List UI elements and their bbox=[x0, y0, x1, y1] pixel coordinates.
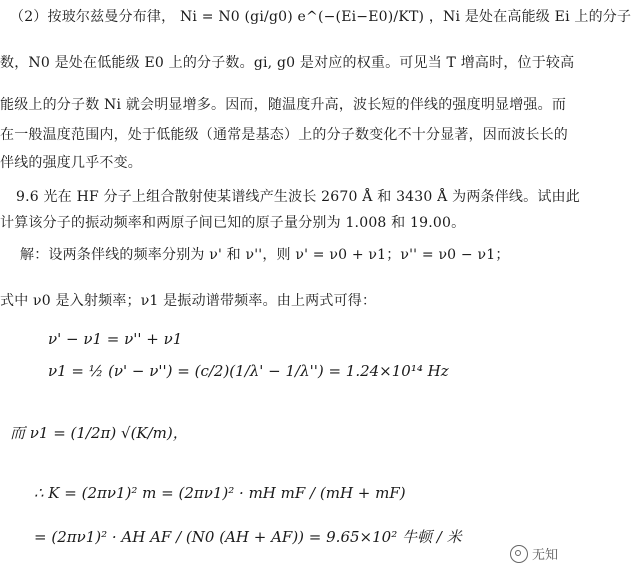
paragraph-3: 能级上的分子数 Ni 就会明显增多。因而，随温度升高，波长短的伴线的强度明显增强。而 bbox=[0, 97, 567, 113]
wechat-like-icon bbox=[510, 545, 528, 563]
equation-2: ν1 = ½ (ν' − ν'') = (c/2)(1/λ' − 1/λ'') = 1.24×10¹⁴ Hz bbox=[48, 362, 449, 380]
problem-statement-1: 9.6 光在 HF 分子上组合散射使某谱线产生波长 2670 Å 和 3430 Å 为两条伴线。试由此 bbox=[16, 189, 580, 205]
paragraph-5: 伴线的强度几乎不变。 bbox=[0, 155, 142, 171]
watermark bbox=[510, 544, 558, 563]
solution-definitions: 式中 ν0 是入射频率；ν1 是振动谱带频率。由上两式可得： bbox=[0, 293, 377, 309]
watermark-label: 无知 bbox=[531, 548, 558, 563]
problem-statement-2: 计算该分子的振动频率和两原子间已知的原子量分别为 1.008 和 19.00。 bbox=[0, 215, 466, 231]
paragraph-4: 在一般温度范围内，处于低能级（通常是基态）上的分子数变化不十分显著，因而波长长的 bbox=[0, 127, 568, 143]
equation-1: ν' − ν1 = ν'' + ν1 bbox=[48, 330, 183, 348]
equation-3: 而 ν1 = (1/2π) √(K/m)， bbox=[10, 424, 188, 442]
solution-intro: 解：设两条伴线的频率分别为 ν' 和 ν''，则 ν' = ν0 + ν1；ν'' = ν0 − ν1； bbox=[20, 247, 510, 263]
paragraph-2: 数，N0 是处在低能级 E0 上的分子数。gi, g0 是对应的权重。可见当 T 增高时，位于较高 bbox=[0, 55, 575, 71]
equation-5: = (2πν1)² · AH AF / (N0 (AH + AF)) = 9.65×10² 牛顿 / 米 bbox=[34, 528, 462, 546]
paragraph-1: （2）按玻尔兹曼分布律， Ni = N0 (gi/g0) e^(−(Ei−E0)/KT) ，Ni 是处在高能级 Ei 上的分子 bbox=[10, 9, 631, 25]
equation-4: ∴ K = (2πν1)² m = (2πν1)² · mH mF / (mH + mF) bbox=[34, 484, 406, 502]
